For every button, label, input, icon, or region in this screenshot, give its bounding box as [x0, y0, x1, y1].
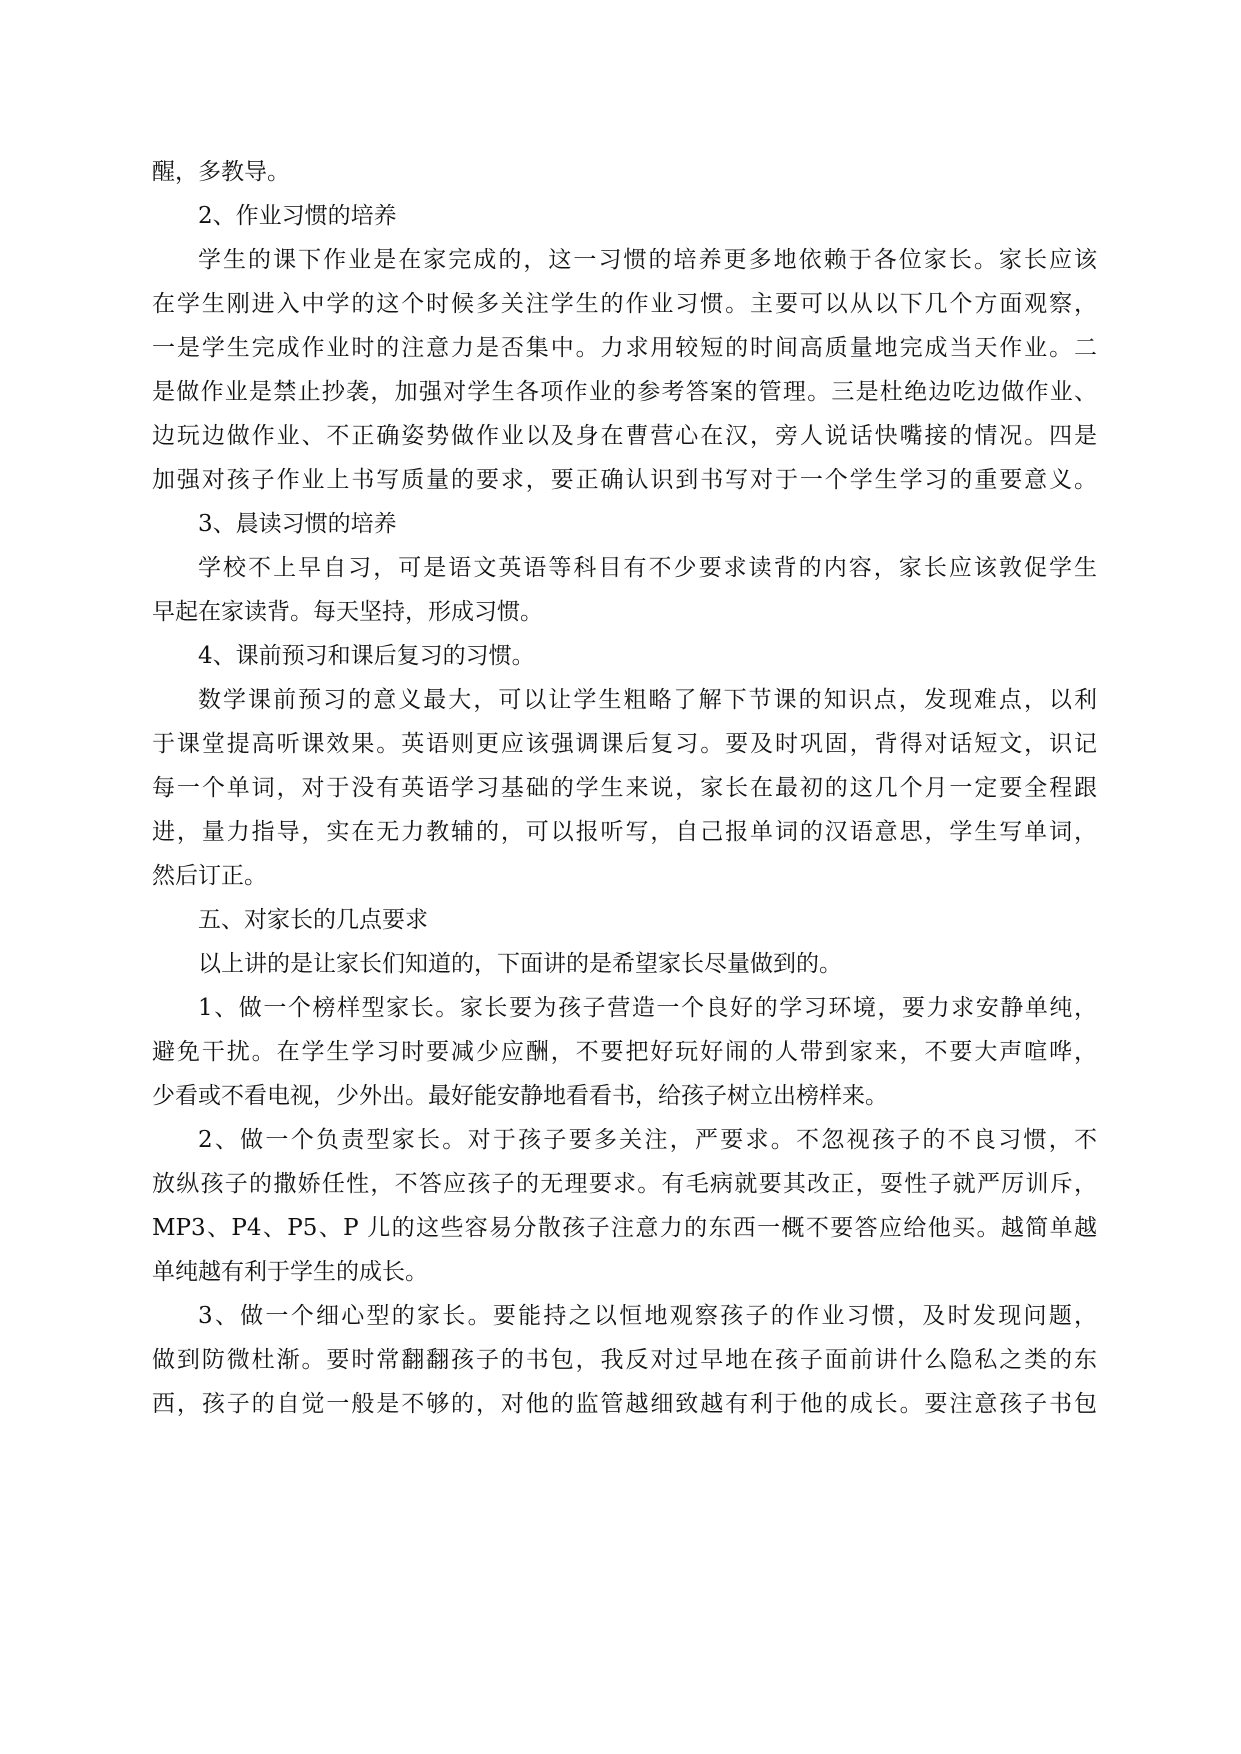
- section-heading: 3、晨读习惯的培养: [198, 511, 397, 537]
- text-line: 学生的课下作业是在家完成的，这一习惯的培养更多地依赖于各位家长。家长应该: [198, 247, 1097, 273]
- text-line: 3、做一个细心型的家长。要能持之以恒地观察孩子的作业习惯，及时发现问题，: [198, 1303, 1097, 1329]
- text-line: 每一个单词，对于没有英语学习基础的学生来说，家长在最初的这几个月一定要全程跟: [152, 775, 1097, 801]
- text-line: 然后订正。: [152, 863, 267, 889]
- text-line: MP3、P4、P5、P 儿的这些容易分散孩子注意力的东西一概不要答应给他买。越简单越: [152, 1215, 1097, 1241]
- text-line: 少看或不看电视，少外出。最好能安静地看看书，给孩子树立出榜样来。: [152, 1083, 888, 1109]
- text-line: 数学课前预习的意义最大，可以让学生粗略了解下节课的知识点，发现难点，以利: [198, 687, 1097, 713]
- text-line: 单纯越有利于学生的成长。: [152, 1259, 428, 1285]
- text-line: 进，量力指导，实在无力教辅的，可以报听写，自己报单词的汉语意思，学生写单词，: [152, 819, 1097, 845]
- section-heading: 2、作业习惯的培养: [198, 203, 397, 229]
- text-line: 于课堂提高听课效果。英语则更应该强调课后复习。要及时巩固，背得对话短文，识记: [152, 731, 1097, 757]
- text-line: 边玩边做作业、不正确姿势做作业以及身在曹营心在汉，旁人说话快嘴接的情况。四是: [152, 423, 1097, 449]
- section-heading: 4、课前预习和课后复习的习惯。: [198, 643, 535, 669]
- text-line: 醒，多教导。: [152, 159, 290, 185]
- text-line: 西，孩子的自觉一般是不够的，对他的监管越细致越有利于他的成长。要注意孩子书包: [152, 1391, 1097, 1417]
- text-line: 1、做一个榜样型家长。家长要为孩子营造一个良好的学习环境，要力求安静单纯，: [198, 995, 1097, 1021]
- text-line: 早起在家读背。每天坚持，形成习惯。: [152, 599, 543, 625]
- text-line: 放纵孩子的撒娇任性，不答应孩子的无理要求。有毛病就要其改正，耍性子就严厉训斥，: [152, 1171, 1097, 1197]
- text-line: 在学生刚进入中学的这个时候多关注学生的作业习惯。主要可以从以下几个方面观察，: [152, 291, 1097, 317]
- text-line: 做到防微杜渐。要时常翻翻孩子的书包，我反对过早地在孩子面前讲什么隐私之类的东: [152, 1347, 1097, 1373]
- text-line: 加强对孩子作业上书写质量的要求，要正确认识到书写对于一个学生学习的重要意义。: [152, 467, 1097, 493]
- text-line: 一是学生完成作业时的注意力是否集中。力求用较短的时间高质量地完成当天作业。二: [152, 335, 1097, 361]
- section-heading: 五、对家长的几点要求: [198, 907, 428, 933]
- text-line: 是做作业是禁止抄袭，加强对学生各项作业的参考答案的管理。三是杜绝边吃边做作业、: [152, 379, 1097, 405]
- text-line: 避免干扰。在学生学习时要减少应酬，不要把好玩好闹的人带到家来，不要大声喧哗，: [152, 1039, 1097, 1065]
- text-line: 以上讲的是让家长们知道的，下面讲的是希望家长尽量做到的。: [198, 951, 842, 977]
- text-line: 学校不上早自习，可是语文英语等科目有不少要求读背的内容，家长应该敦促学生: [198, 555, 1097, 581]
- text-line: 2、做一个负责型家长。对于孩子要多关注，严要求。不忽视孩子的不良习惯，不: [198, 1127, 1097, 1153]
